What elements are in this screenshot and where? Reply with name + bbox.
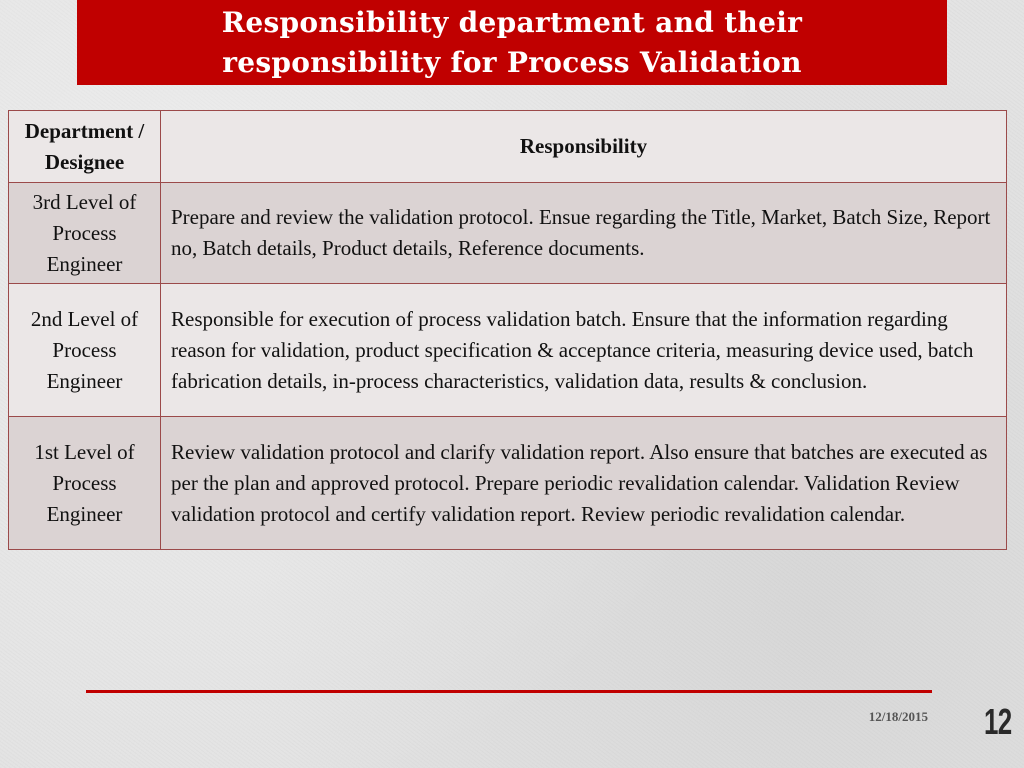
header-department: Department / Designee — [9, 111, 161, 183]
table-row — [9, 183, 1007, 284]
table-row — [9, 417, 1007, 550]
department-cell: 2nd Level of Process Engineer — [9, 284, 161, 417]
page-number: 12 — [984, 701, 1012, 742]
responsibility-cell: Review validation protocol and clarify validation report. Also ensure that batches are executed as per the plan and approved protocol. Prepare periodic revalidation calendar. Validation Review validation protocol and certify validation report. Review periodic revalidation calendar. — [161, 417, 1007, 550]
header-responsibility: Responsibility — [161, 111, 1007, 183]
footer-date: 12/18/2015 — [868, 709, 928, 724]
responsibility-cell: Responsible for execution of process validation batch. Ensure that the information regarding reason for validation, product specification & acceptance criteria, measuring device used, batch fabrication details, in-process characteristics, validation data, results & conclusion. — [161, 284, 1007, 417]
slide-title-line-1: Responsibility department and their — [221, 5, 803, 39]
footer-divider — [86, 690, 932, 693]
responsibility-cell: Prepare and review the validation protocol. Ensue regarding the Title, Market, Batch Size, Report no, Batch details, Product details, Reference documents. — [161, 183, 1007, 284]
slide-title — [77, 0, 947, 85]
responsibility-table — [8, 110, 1007, 550]
table-row — [9, 284, 1007, 417]
department-cell: 1st Level of Process Engineer — [9, 417, 161, 550]
table-header-row — [9, 111, 1007, 183]
department-cell: 3rd Level of Process Engineer — [9, 183, 161, 284]
slide-title-line-2: responsibility for Process Validation — [222, 45, 802, 79]
